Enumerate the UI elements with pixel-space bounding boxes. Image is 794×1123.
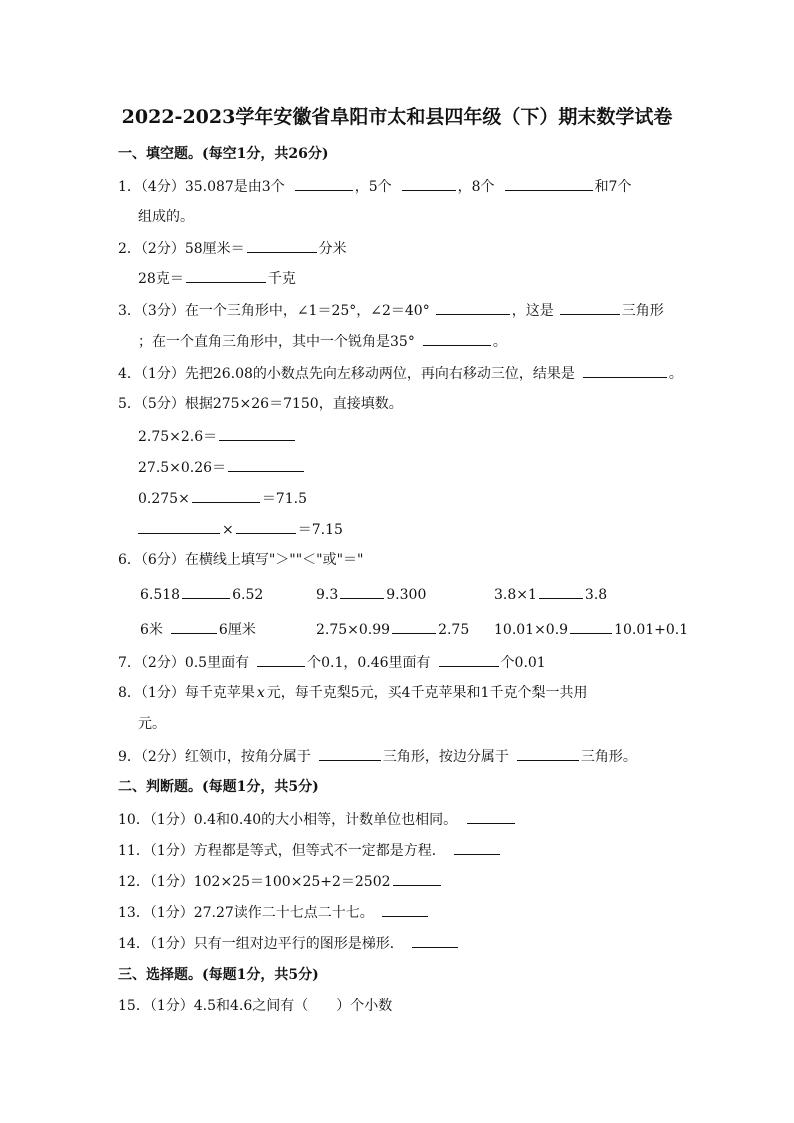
q6-item-4-left: 6米 bbox=[140, 622, 163, 638]
q9-blank-2[interactable] bbox=[517, 746, 579, 761]
q2-blank-1[interactable] bbox=[247, 238, 317, 253]
q5-row-2-text: 27.5×0.26＝ bbox=[138, 460, 227, 476]
question-7 bbox=[118, 652, 546, 673]
q1-blank-2[interactable] bbox=[402, 176, 456, 191]
q3-text-d: ；在一个直角三角形中，其中一个锐角是35° bbox=[138, 334, 415, 350]
q5-blank-1[interactable] bbox=[219, 426, 295, 441]
q6-item-1-left: 6.518 bbox=[140, 587, 181, 603]
q12-text: 12．（1分）102×25＝100×25+2＝2502 bbox=[118, 874, 391, 890]
question-13 bbox=[118, 902, 430, 923]
q3-blank-2[interactable] bbox=[560, 300, 620, 315]
q7-text-a: 7．（2分）0.5里面有 bbox=[118, 655, 250, 671]
q2-text-b: 分米 bbox=[318, 241, 347, 257]
q5-blank-4[interactable] bbox=[138, 519, 220, 534]
q6-blank-6[interactable] bbox=[570, 619, 612, 634]
q6-item-4-right: 6厘米 bbox=[218, 622, 256, 638]
q5-row-2 bbox=[138, 457, 306, 478]
question-2-row-2 bbox=[138, 268, 296, 289]
q5-blank-5[interactable] bbox=[236, 519, 296, 534]
question-9 bbox=[118, 746, 637, 767]
question-1-cont: 组成的。 bbox=[138, 209, 194, 225]
q6-item-6-right: 10.01+0.1 bbox=[614, 622, 689, 638]
q9-blank-1[interactable] bbox=[319, 746, 381, 761]
question-10 bbox=[118, 809, 517, 830]
question-11 bbox=[118, 840, 502, 861]
q6-item-1 bbox=[140, 584, 263, 605]
question-8 bbox=[118, 683, 587, 703]
question-5: 5．（5分）根据275×26＝7150，直接填数。 bbox=[118, 396, 403, 412]
section-heading-fill-blank: 一、填空题。(每空1分，共26分) bbox=[118, 146, 329, 162]
q3-blank-1[interactable] bbox=[436, 300, 510, 315]
q7-blank-2[interactable] bbox=[439, 652, 499, 667]
q10-text: 10．（1分）0.4和0.40的大小相等，计数单位也相同。 bbox=[118, 812, 458, 828]
question-14 bbox=[118, 933, 460, 954]
question-15: 15．（1分）4.5和4.6之间有（ ）个小数 bbox=[118, 998, 393, 1014]
q6-blank-1[interactable] bbox=[182, 584, 230, 599]
q1-text-c: ，8个 bbox=[457, 179, 495, 195]
q2-text-a: 2．（2分）58厘米＝ bbox=[118, 241, 245, 257]
q7-text-c: 个0.01 bbox=[500, 655, 546, 671]
q6-item-5-right: 2.75 bbox=[438, 622, 470, 638]
q5-row-4 bbox=[138, 519, 343, 540]
q10-blank[interactable] bbox=[467, 809, 515, 824]
q6-item-4 bbox=[140, 619, 256, 640]
q6-item-1-right: 6.52 bbox=[232, 587, 264, 603]
q9-text-a: 9．（2分）红领巾，按角分属于 bbox=[118, 749, 311, 765]
q6-item-2 bbox=[316, 584, 426, 605]
q6-item-6 bbox=[494, 619, 688, 640]
q9-text-b: 三角形，按边分属于 bbox=[382, 749, 509, 765]
q5-row-4-text-b: ＝7.15 bbox=[297, 522, 343, 538]
section-heading-true-false: 二、判断题。(每题1分，共5分) bbox=[118, 779, 319, 795]
q5-blank-3[interactable] bbox=[192, 488, 260, 503]
q6-item-3 bbox=[494, 584, 607, 605]
q4-text-a: 4．（1分）先把26.08的小数点先向左移动两位，再向右移动三位，结果是 bbox=[118, 366, 575, 382]
q1-blank-1[interactable] bbox=[295, 176, 353, 191]
q1-text-a: 1．（4分）35.087是由3个 bbox=[118, 179, 285, 195]
question-2 bbox=[118, 238, 347, 259]
section-heading-multiple-choice: 三、选择题。(每题1分，共5分) bbox=[118, 967, 319, 983]
q6-blank-5[interactable] bbox=[392, 619, 436, 634]
q6-item-2-left: 9.3 bbox=[316, 587, 339, 603]
q4-blank-1[interactable] bbox=[583, 363, 667, 378]
question-4 bbox=[118, 363, 683, 384]
q3-text-b: ，这是 bbox=[511, 303, 554, 319]
q9-text-c: 三角形。 bbox=[580, 749, 637, 765]
q12-blank[interactable] bbox=[393, 871, 441, 886]
q1-text-d: 和7个 bbox=[594, 179, 632, 195]
q3-text-e: 。 bbox=[492, 334, 507, 350]
q5-row-1-text: 2.75×2.6＝ bbox=[138, 429, 218, 445]
q6-item-5-left: 2.75×0.99 bbox=[316, 622, 391, 638]
q14-blank[interactable] bbox=[412, 933, 458, 948]
q7-text-b: 个0.1，0.46里面有 bbox=[307, 655, 431, 671]
q13-text: 13．（1分）27.27读作二十七点二十七。 bbox=[118, 905, 374, 921]
q6-item-3-right: 3.8 bbox=[584, 587, 608, 603]
q5-row-3-text-b: ＝71.5 bbox=[261, 491, 307, 507]
q8-variable-x: x bbox=[256, 685, 265, 701]
q5-blank-2[interactable] bbox=[228, 457, 304, 472]
q2-text-d: 千克 bbox=[267, 271, 296, 287]
q5-row-3-text-a: 0.275× bbox=[138, 491, 190, 507]
q5-row-4-text-a: × bbox=[222, 522, 234, 538]
q11-blank[interactable] bbox=[454, 840, 500, 855]
q8-text-a: 8．（1分）每千克苹果 bbox=[118, 685, 255, 701]
q1-blank-3[interactable] bbox=[505, 176, 593, 191]
q6-item-3-left: 3.8×1 bbox=[494, 587, 537, 603]
q6-blank-3[interactable] bbox=[539, 584, 583, 599]
q5-row-3 bbox=[138, 488, 307, 509]
q3-text-c: 三角形 bbox=[621, 303, 664, 319]
page-title: 2022-2023学年安徽省阜阳市太和县四年级（下）期末数学试卷 bbox=[121, 106, 673, 128]
q6-item-5 bbox=[316, 619, 469, 640]
q4-text-b: 。 bbox=[668, 366, 683, 382]
q5-row-1 bbox=[138, 426, 297, 447]
q8-text-b: 元，每千克梨5元，买4千克苹果和1千克个梨一共用 bbox=[266, 685, 588, 701]
question-1 bbox=[118, 176, 631, 197]
q11-text: 11．（1分）方程都是等式，但等式不一定都是方程． bbox=[118, 843, 446, 859]
q6-blank-4[interactable] bbox=[171, 619, 217, 634]
question-8-cont: 元。 bbox=[138, 716, 166, 732]
q2-text-c: 28克＝ bbox=[138, 271, 184, 287]
q13-blank[interactable] bbox=[382, 902, 428, 917]
question-12 bbox=[118, 871, 443, 892]
question-3-cont bbox=[138, 331, 507, 352]
q1-text-b: ，5个 bbox=[354, 179, 392, 195]
q6-item-6-left: 10.01×0.9 bbox=[494, 622, 569, 638]
q3-blank-3[interactable] bbox=[423, 331, 491, 346]
q3-text-a: 3．（3分）在一个三角形中，∠1＝25°，∠2＝40° bbox=[118, 303, 430, 319]
q14-text: 14．（1分）只有一组对边平行的图形是梯形． bbox=[118, 936, 404, 952]
q6-blank-2[interactable] bbox=[340, 584, 384, 599]
q6-item-2-right: 9.300 bbox=[386, 587, 427, 603]
q2-blank-2[interactable] bbox=[186, 268, 266, 283]
question-6: 6．（6分）在横线上填写"＞""＜"或"＝" bbox=[118, 552, 364, 568]
question-3 bbox=[118, 300, 664, 321]
q7-blank-1[interactable] bbox=[257, 652, 305, 667]
